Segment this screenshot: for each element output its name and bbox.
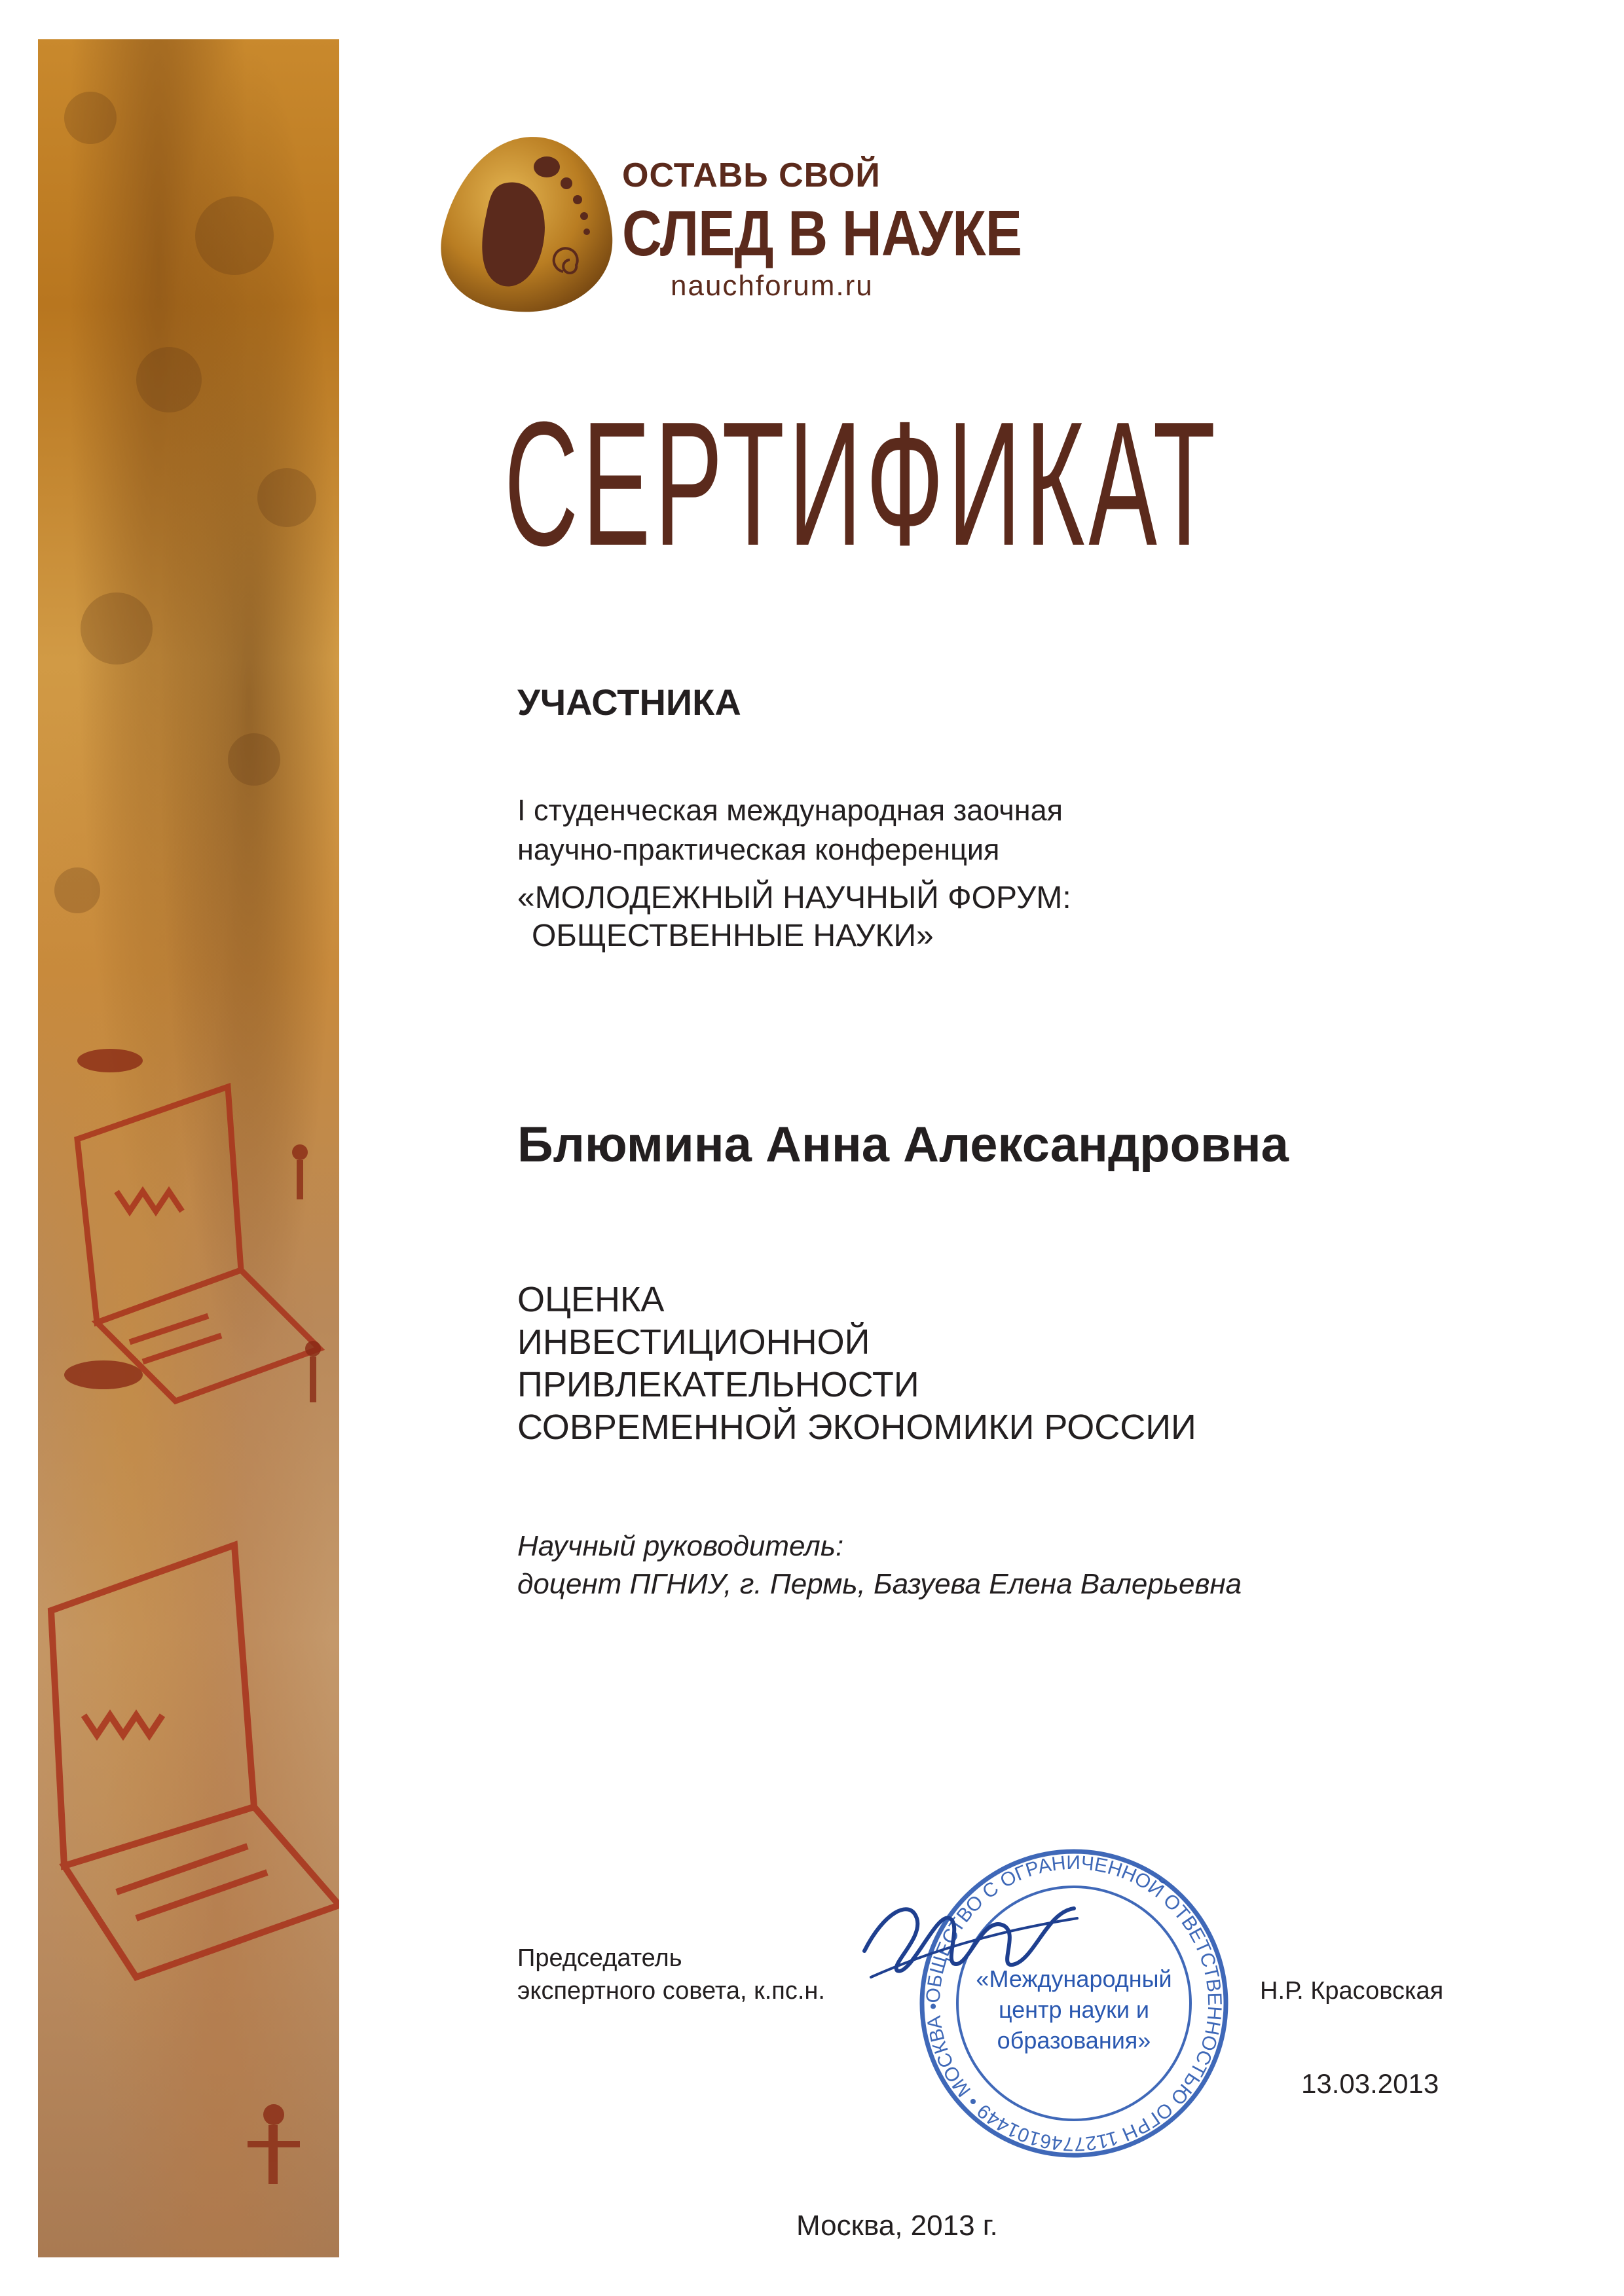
decorative-side-band <box>38 39 339 2257</box>
logo-title: СЛЕД В НАУКЕ <box>622 197 1022 269</box>
conference-line-2: научно-практическая конференция <box>517 833 1000 866</box>
footprint-stone-logo-icon <box>432 131 622 321</box>
logo-url: nauchforum.ru <box>671 270 874 302</box>
conference-line-1: I студенческая международная заочная <box>517 793 1063 827</box>
stamp-center-line-3: образования» <box>997 2027 1151 2054</box>
conference-name-line-1: «МОЛОДЕЖНЫЙ НАУЧНЫЙ ФОРУМ: <box>517 881 1071 915</box>
chair-role-line-1: Председатель <box>517 1944 682 1972</box>
certificate-subtitle: УЧАСТНИКА <box>517 682 741 723</box>
logo-tagline: ОСТАВЬ СВОЙ <box>622 156 881 194</box>
stamp-center-line-1: «Международный <box>976 1965 1172 1992</box>
topic-line: ИНВЕСТИЦИОННОЙ <box>517 1322 870 1362</box>
supervisor-info: доцент ПГНИУ, г. Пермь, Базуева Елена Валерьевна <box>517 1568 1242 1600</box>
handwritten-signature <box>851 1872 1087 1997</box>
brand-logo <box>432 131 1061 327</box>
participant-name: Блюмина Анна Александровна <box>517 1117 1289 1173</box>
topic-line: ОЦЕНКА <box>517 1280 665 1319</box>
issue-place-year: Москва, 2013 г. <box>796 2210 998 2242</box>
stamp-center-line-2: центр науки и <box>998 1996 1150 2023</box>
certificate-title: СЕРТИФИКАТ <box>504 386 1219 583</box>
stamp-ring-text: ОБЩЕСТВО С ОГРАНИЧЕННОЙ ОТВЕТСТВЕННОСТЬЮ ОГРН 1127746101449 • МОСКВА • <box>922 1851 1226 2155</box>
issue-date: 13.03.2013 <box>1301 2068 1439 2099</box>
topic-line: ПРИВЛЕКАТЕЛЬНОСТИ <box>517 1365 919 1404</box>
chair-name: Н.Р. Красовская <box>1260 1977 1444 2005</box>
conference-name-line-2: ОБЩЕСТВЕННЫЕ НАУКИ» <box>532 919 934 953</box>
chair-role-line-2: экспертного совета, к.пс.н. <box>517 1977 825 2005</box>
cave-painting-illustration <box>38 39 339 2257</box>
supervisor-label: Научный руководитель: <box>517 1530 844 1562</box>
topic-line: СОВРЕМЕННОЙ ЭКОНОМИКИ РОССИИ <box>517 1408 1196 1447</box>
